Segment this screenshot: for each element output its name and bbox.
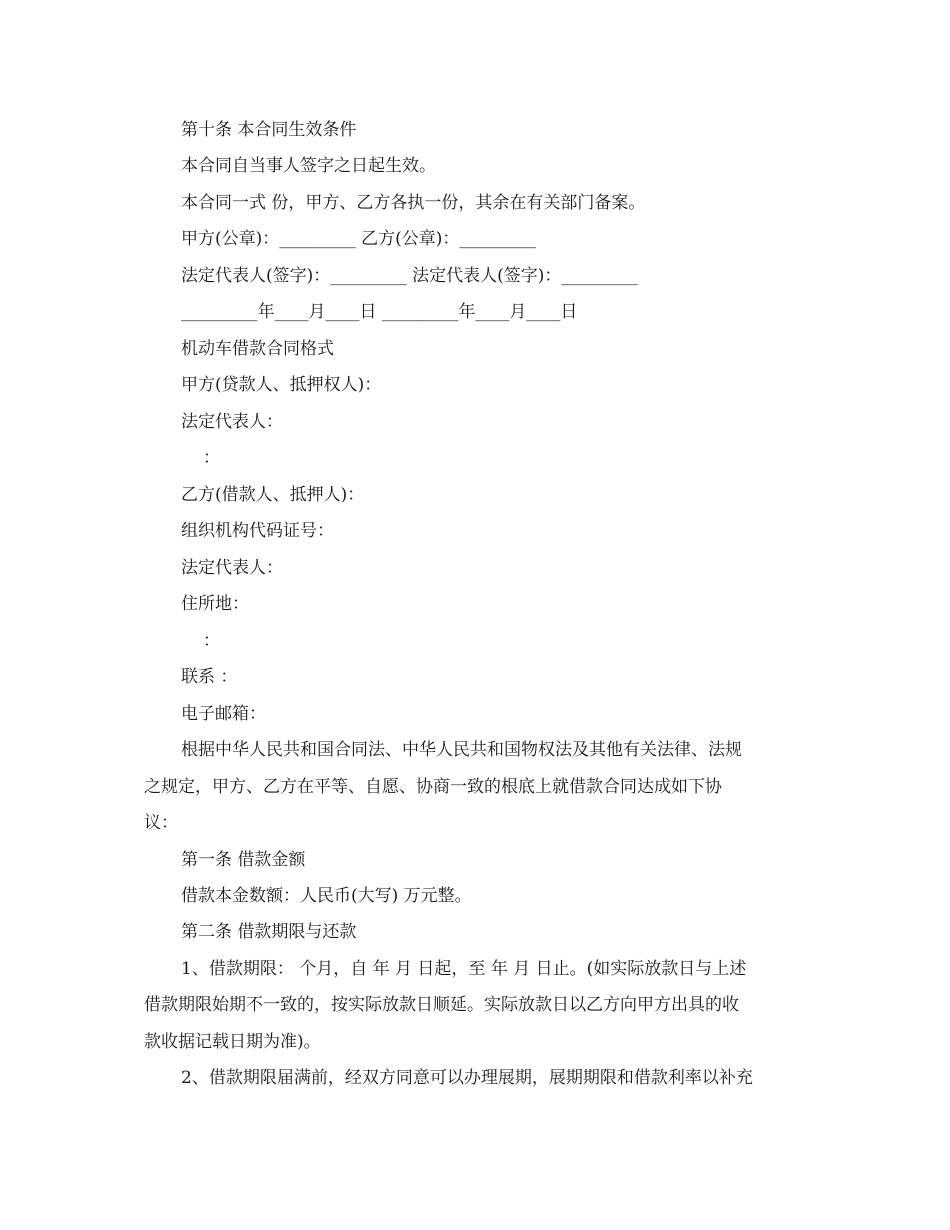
article-10-heading: 第十条 本合同生效条件	[181, 120, 357, 140]
effective-clause: 本合同自当事人签字之日起生效。	[181, 156, 436, 176]
party-b-label: 乙方(借款人、抵押人)：	[181, 485, 365, 505]
contact-label: 联系 ：	[181, 667, 238, 687]
preamble-line-1: 根据中华人民共和国合同法、中华人民共和国物权法及其他有关法律、法规	[181, 740, 742, 760]
copies-clause: 本合同一式 份，甲方、乙方各执一份，其余在有关部门备案。	[181, 193, 646, 213]
seal-line: 甲方(公章)：_________ 乙方(公章)：_________	[181, 229, 536, 249]
preamble-line-3: 议：	[144, 813, 178, 833]
article-2-heading: 第二条 借款期限与还款	[181, 922, 357, 942]
email-label: 电子邮箱：	[181, 704, 266, 724]
party-a-blank-field: ：	[203, 448, 220, 468]
party-a-representative: 法定代表人：	[181, 412, 283, 432]
extension-clause: 2、借款期限届满前，经双方同意可以办理展期，展期期限和借款利率以补充	[181, 1068, 753, 1088]
article-1-heading: 第一条 借款金额	[181, 850, 306, 870]
party-a-label: 甲方(贷款人、抵押权人)：	[181, 375, 382, 395]
representative-signature-line: 法定代表人(签字)：_________ 法定代表人(签字)：_________	[181, 266, 638, 286]
loan-term-line-2: 借款期限始期不一致的，按实际放款日顺延。实际放款日以乙方向甲方出具的收	[144, 995, 739, 1015]
principal-amount: 借款本金数额：人民币(大写) 万元整。	[181, 886, 472, 906]
loan-term-line-1: 1、借款期限： 个月，自 年 月 日起，至 年 月 日止。(如实际放款日与上述	[181, 959, 747, 979]
preamble-line-2: 之规定，甲方、乙方在平等、自愿、协商一致的根底上就借款合同达成如下协	[144, 777, 722, 797]
address-label: 住所地：	[181, 594, 249, 614]
organization-code: 组织机构代码证号：	[181, 521, 334, 541]
date-line: _________年____月____日 _________年____月____日	[181, 302, 578, 322]
loan-term-line-3: 款收据记载日期为准)。	[144, 1032, 321, 1052]
party-b-representative: 法定代表人：	[181, 558, 283, 578]
contract-template-title: 机动车借款合同格式	[181, 339, 334, 359]
party-b-blank-field: ：	[203, 631, 220, 651]
